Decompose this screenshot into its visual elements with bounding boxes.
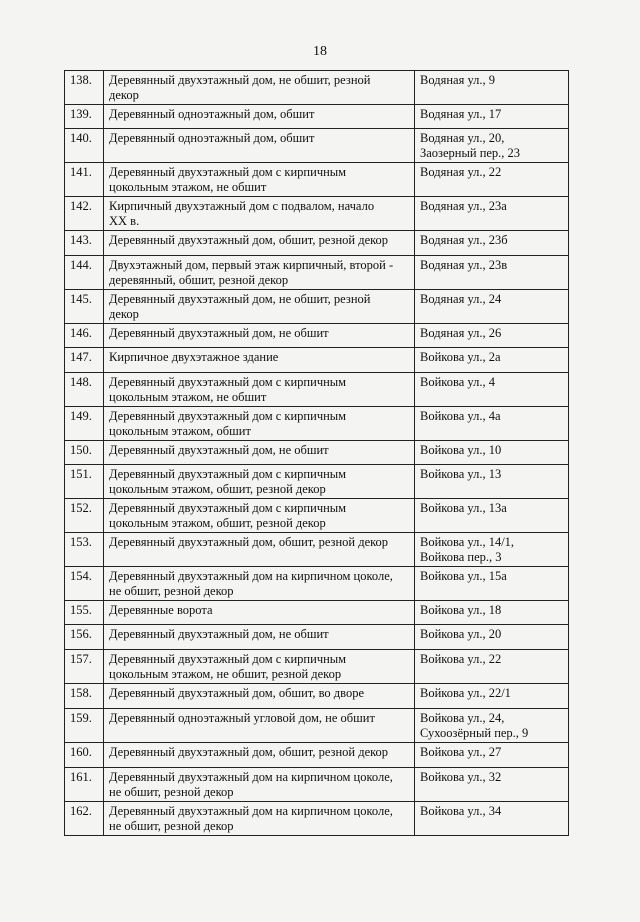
table-row	[65, 499, 569, 533]
description-line: Деревянный одноэтажный дом, обшит	[109, 131, 315, 145]
address-line: Войкова ул., 20	[420, 627, 502, 641]
object-address	[415, 290, 569, 324]
table-row	[65, 373, 569, 407]
row-number: 150.	[65, 441, 104, 465]
object-address	[415, 105, 569, 129]
address-line: Войкова ул., 10	[420, 443, 502, 457]
description-line: цокольным этажом, обшит, резной декор	[109, 516, 326, 530]
description-line: цокольным этажом, обшит, резной декор	[109, 482, 326, 496]
object-description	[104, 105, 415, 129]
row-number: 155.	[65, 601, 104, 625]
row-number: 154.	[65, 567, 104, 601]
row-number: 138.	[65, 71, 104, 105]
description-line: Деревянный двухэтажный дом с кирпичным	[109, 467, 347, 481]
description-line: не обшит, резной декор	[109, 584, 234, 598]
row-number: 142.	[65, 197, 104, 231]
row-number: 141.	[65, 163, 104, 197]
row-number: 139.	[65, 105, 104, 129]
description-line: Кирпичный двухэтажный дом с подвалом, начало	[109, 199, 375, 213]
table-row	[65, 743, 569, 768]
object-description	[104, 567, 415, 601]
description-line: Деревянный двухэтажный дом с кирпичным	[109, 165, 347, 179]
object-address	[415, 768, 569, 802]
object-address	[415, 231, 569, 256]
row-number: 144.	[65, 256, 104, 290]
description-line: цокольным этажом, не обшит	[109, 390, 267, 404]
object-address	[415, 743, 569, 768]
description-line: деревянный, обшит, резной декор	[109, 273, 289, 287]
description-line: Деревянный двухэтажный дом, обшит, резной декор	[109, 535, 389, 549]
address-line: Войкова ул., 14/1,	[420, 535, 515, 549]
description-line: Деревянный двухэтажный дом с кирпичным	[109, 501, 347, 515]
address-line: Войкова ул., 4	[420, 375, 495, 389]
row-number: 156.	[65, 625, 104, 650]
description-line: XX в.	[109, 214, 140, 228]
table-row	[65, 802, 569, 836]
row-number: 161.	[65, 768, 104, 802]
description-line: Деревянные ворота	[109, 603, 213, 617]
address-line: Войкова ул., 22/1	[420, 686, 511, 700]
table-row	[65, 256, 569, 290]
address-line: Войкова ул., 27	[420, 745, 502, 759]
row-number: 160.	[65, 743, 104, 768]
address-line: Сухоозёрный пер., 9	[420, 726, 529, 740]
table-row	[65, 163, 569, 197]
address-line: Войкова ул., 13а	[420, 501, 507, 515]
address-line: Водяная ул., 26	[420, 326, 502, 340]
object-description	[104, 802, 415, 836]
object-address	[415, 650, 569, 684]
description-line: Деревянный двухэтажный дом, не обшит	[109, 326, 329, 340]
table-row	[65, 290, 569, 324]
table-body	[65, 71, 569, 836]
object-description	[104, 441, 415, 465]
table-row	[65, 407, 569, 441]
description-line: Деревянный одноэтажный дом, обшит	[109, 107, 315, 121]
object-address	[415, 567, 569, 601]
address-line: Войкова ул., 2а	[420, 350, 501, 364]
object-address	[415, 465, 569, 499]
object-description	[104, 290, 415, 324]
table-row	[65, 650, 569, 684]
row-number: 143.	[65, 231, 104, 256]
description-line: Деревянный двухэтажный дом, обшит, резной декор	[109, 233, 389, 247]
description-line: Деревянный двухэтажный дом, не обшит	[109, 627, 329, 641]
object-address	[415, 197, 569, 231]
address-line: Водяная ул., 22	[420, 165, 502, 179]
object-address	[415, 802, 569, 836]
description-line: Кирпичное двухэтажное здание	[109, 350, 279, 364]
object-description	[104, 324, 415, 348]
row-number: 149.	[65, 407, 104, 441]
table-row	[65, 197, 569, 231]
address-line: Войкова ул., 4а	[420, 409, 501, 423]
row-number: 146.	[65, 324, 104, 348]
page-number: 18	[313, 44, 327, 59]
description-line: Деревянный двухэтажный дом с кирпичным	[109, 652, 347, 666]
object-description	[104, 625, 415, 650]
object-description	[104, 499, 415, 533]
object-address	[415, 533, 569, 567]
row-number: 152.	[65, 499, 104, 533]
object-description	[104, 650, 415, 684]
description-line: Деревянный двухэтажный дом с кирпичным	[109, 409, 347, 423]
object-address	[415, 256, 569, 290]
address-line: Водяная ул., 23б	[420, 233, 508, 247]
object-address	[415, 499, 569, 533]
object-address	[415, 129, 569, 163]
address-line: Войкова ул., 34	[420, 804, 502, 818]
description-line: Двухэтажный дом, первый этаж кирпичный, второй -	[109, 258, 394, 272]
description-line: не обшит, резной декор	[109, 785, 234, 799]
table-row	[65, 441, 569, 465]
description-line: Деревянный двухэтажный дом на кирпичном цоколе,	[109, 569, 393, 583]
object-description	[104, 231, 415, 256]
table-row	[65, 465, 569, 499]
address-line: Войкова ул., 22	[420, 652, 502, 666]
object-address	[415, 373, 569, 407]
address-line: Войкова ул., 15а	[420, 569, 507, 583]
table-row	[65, 601, 569, 625]
object-description	[104, 256, 415, 290]
object-description	[104, 768, 415, 802]
address-line: Водяная ул., 23а	[420, 199, 507, 213]
description-line: не обшит, резной декор	[109, 819, 234, 833]
description-line: Деревянный двухэтажный дом на кирпичном цоколе,	[109, 804, 393, 818]
address-line: Войкова ул., 13	[420, 467, 502, 481]
table-row	[65, 625, 569, 650]
object-description	[104, 743, 415, 768]
table-row	[65, 231, 569, 256]
description-line: Деревянный двухэтажный дом, не обшит, резной	[109, 292, 371, 306]
description-line: цокольным этажом, обшит	[109, 424, 251, 438]
row-number: 147.	[65, 348, 104, 373]
address-line: Войкова ул., 18	[420, 603, 502, 617]
row-number: 158.	[65, 684, 104, 709]
object-description	[104, 197, 415, 231]
address-line: Войкова ул., 24,	[420, 711, 505, 725]
object-address	[415, 324, 569, 348]
object-address	[415, 407, 569, 441]
table-row	[65, 768, 569, 802]
object-address	[415, 71, 569, 105]
table-row	[65, 709, 569, 743]
row-number: 157.	[65, 650, 104, 684]
row-number: 151.	[65, 465, 104, 499]
table-row	[65, 348, 569, 373]
description-line: Деревянный одноэтажный угловой дом, не обшит	[109, 711, 375, 725]
object-description	[104, 465, 415, 499]
object-address	[415, 684, 569, 709]
description-line: Деревянный двухэтажный дом, обшит, во дворе	[109, 686, 364, 700]
table-row	[65, 684, 569, 709]
object-address	[415, 163, 569, 197]
object-description	[104, 407, 415, 441]
description-line: декор	[109, 88, 139, 102]
table-row	[65, 105, 569, 129]
address-line: Водяная ул., 24	[420, 292, 502, 306]
object-description	[104, 163, 415, 197]
table-row	[65, 71, 569, 105]
heritage-objects-table	[64, 70, 569, 836]
row-number: 162.	[65, 802, 104, 836]
object-description	[104, 533, 415, 567]
description-line: Деревянный двухэтажный дом, обшит, резной декор	[109, 745, 389, 759]
description-line: Деревянный двухэтажный дом на кирпичном цоколе,	[109, 770, 393, 784]
object-address	[415, 441, 569, 465]
table-row	[65, 567, 569, 601]
table-row	[65, 533, 569, 567]
row-number: 145.	[65, 290, 104, 324]
object-description	[104, 129, 415, 163]
description-line: Деревянный двухэтажный дом, не обшит, резной	[109, 73, 371, 87]
row-number: 148.	[65, 373, 104, 407]
row-number: 153.	[65, 533, 104, 567]
object-address	[415, 348, 569, 373]
description-line: Деревянный двухэтажный дом, не обшит	[109, 443, 329, 457]
object-description	[104, 601, 415, 625]
address-line: Войкова ул., 32	[420, 770, 502, 784]
object-address	[415, 601, 569, 625]
row-number: 159.	[65, 709, 104, 743]
object-description	[104, 71, 415, 105]
object-description	[104, 684, 415, 709]
description-line: декор	[109, 307, 139, 321]
table-row	[65, 129, 569, 163]
address-line: Водяная ул., 9	[420, 73, 496, 87]
object-address	[415, 709, 569, 743]
description-line: цокольным этажом, не обшит	[109, 180, 267, 194]
address-line: Войкова пер., 3	[420, 550, 502, 564]
table-row	[65, 324, 569, 348]
address-line: Заозерный пер., 23	[420, 146, 521, 160]
description-line: цокольным этажом, не обшит, резной декор	[109, 667, 342, 681]
description-line: Деревянный двухэтажный дом с кирпичным	[109, 375, 347, 389]
address-line: Водяная ул., 20,	[420, 131, 505, 145]
object-address	[415, 625, 569, 650]
object-description	[104, 709, 415, 743]
address-line: Водяная ул., 17	[420, 107, 502, 121]
address-line: Водяная ул., 23в	[420, 258, 508, 272]
object-description	[104, 348, 415, 373]
object-description	[104, 373, 415, 407]
row-number: 140.	[65, 129, 104, 163]
